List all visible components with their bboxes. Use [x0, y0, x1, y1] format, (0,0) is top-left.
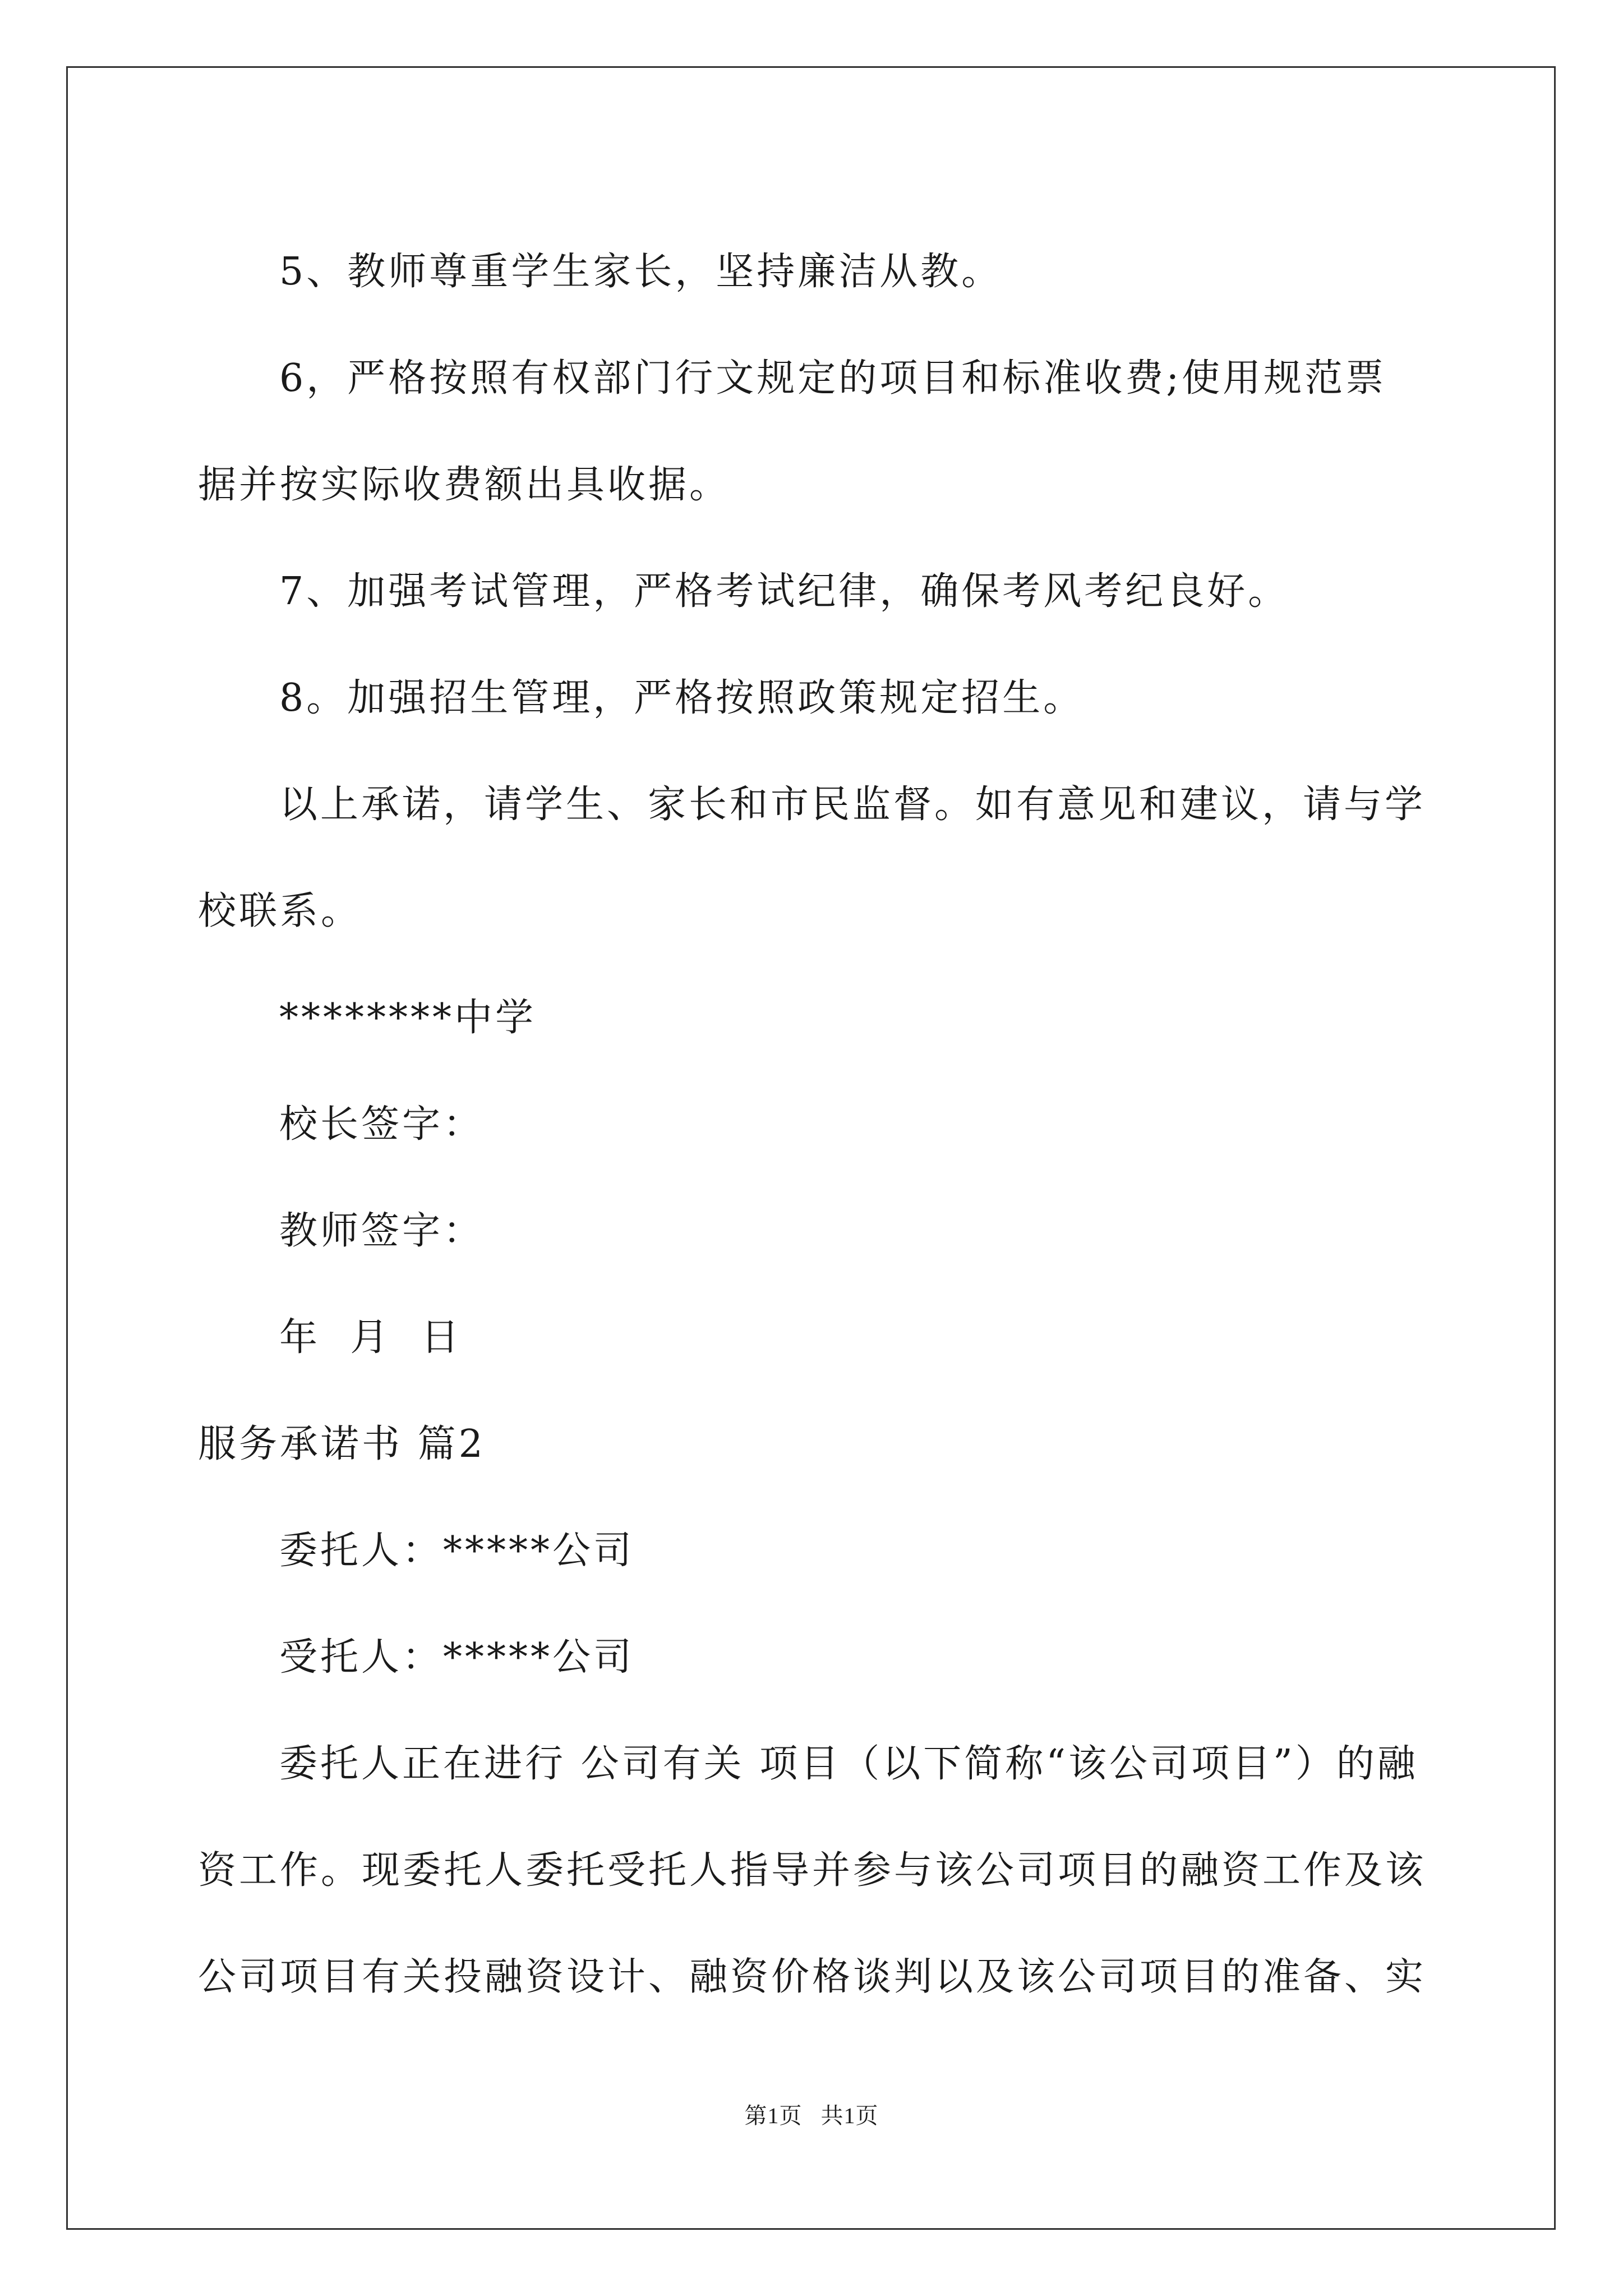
section-heading: 服务承诺书 篇2: [198, 1422, 486, 1466]
document-body: [198, 219, 1426, 2031]
paragraph-item-5: 5、教师尊重学生家长，坚持廉洁从教。: [279, 250, 1003, 294]
paragraph-item-7: 7、加强考试管理，严格考试纪律，确保考风考纪良好。: [279, 569, 1289, 614]
school-name: ********中学: [279, 996, 537, 1040]
agent-party-line: 受托人：*****公司: [279, 1635, 635, 1680]
paragraph-item-6: 6，严格按照有权部门行文规定的项目和标准收费;使用规范票据并按实际收费额出具收据。: [198, 356, 1387, 507]
paragraph-supervision: 以上承诺，请学生、家长和市民监督。如有意见和建议，请与学校联系。: [198, 783, 1426, 933]
paragraph-item-8: 8。加强招生管理，严格按照政策规定招生。: [279, 676, 1085, 720]
paragraph-entrustment: 委托人正在进行 公司有关 项目（以下简称“该公司项目”）的融资工作。现委托人委托受托人指导并参与该公司项目的融资工作及该公司项目有关投融资设计、融资价格谈判以及该公司项目的准备、实: [198, 1742, 1427, 1999]
teacher-signature-line: 教师签字：: [279, 1209, 485, 1253]
principal-signature-line: 校长签字：: [279, 1102, 485, 1147]
page-number-footer: 第1页 共1页: [744, 2103, 879, 2128]
principal-party-line: 委托人：*****公司: [279, 1529, 635, 1573]
date-line: 年 月 日: [279, 1315, 462, 1360]
